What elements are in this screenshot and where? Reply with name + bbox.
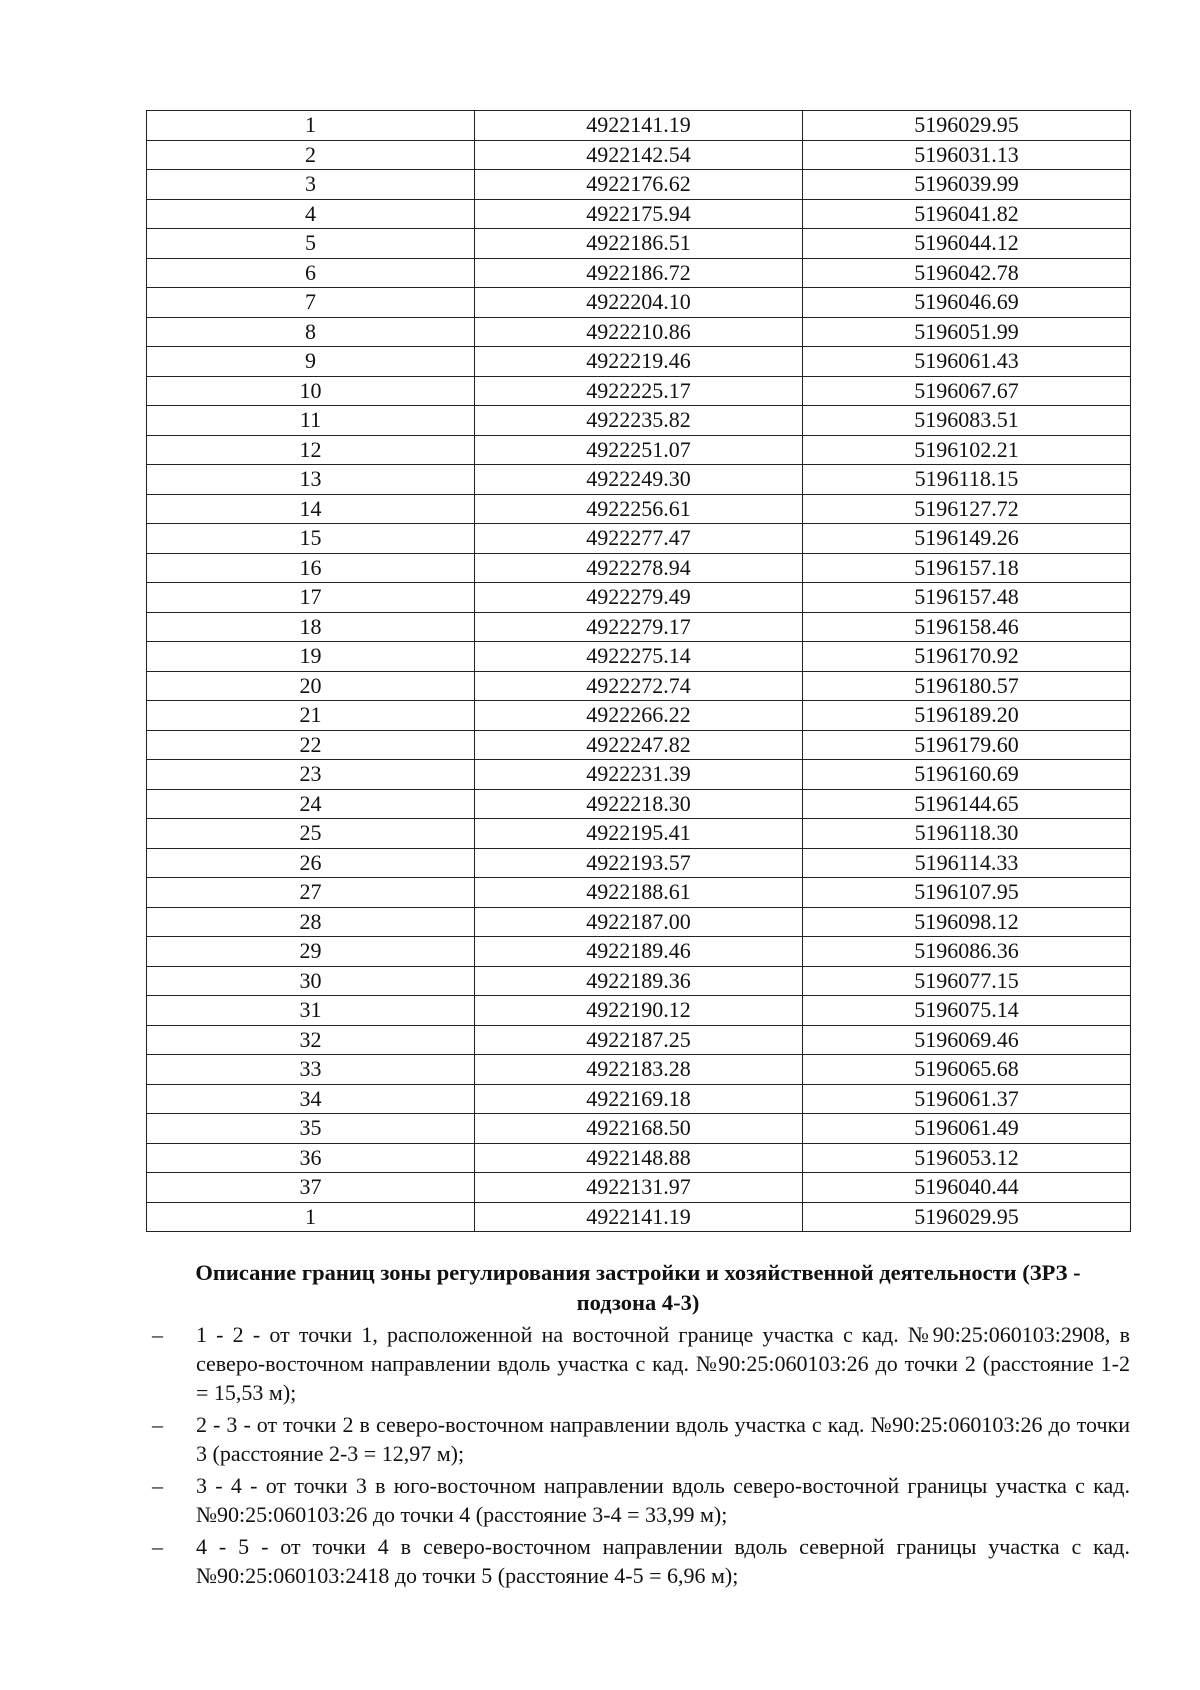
y-coordinate-cell: 5196065.68: [803, 1055, 1131, 1085]
table-row: [147, 1202, 1131, 1232]
y-coordinate-cell: 5196069.46: [803, 1025, 1131, 1055]
table-row: [147, 288, 1131, 318]
list-dash: –: [152, 1534, 163, 1559]
x-coordinate-cell: 4922251.07: [475, 435, 803, 465]
x-coordinate-cell: 4922131.97: [475, 1173, 803, 1203]
table-row: [147, 760, 1131, 790]
table-row: [147, 317, 1131, 347]
list-item-text: 2 - 3 - от точки 2 в северо-восточном направлении вдоль участка с кад. №90:25:060103:26 до точки 3 (расстояние 2-3 = 12,97 м);: [196, 1412, 1130, 1466]
table-row: [147, 848, 1131, 878]
x-coordinate-cell: 4922231.39: [475, 760, 803, 790]
y-coordinate-cell: 5196075.14: [803, 996, 1131, 1026]
point-number-cell: 18: [147, 612, 475, 642]
table-row: [147, 819, 1131, 849]
point-number-cell: 16: [147, 553, 475, 583]
x-coordinate-cell: 4922186.51: [475, 229, 803, 259]
y-coordinate-cell: 5196118.15: [803, 465, 1131, 495]
point-number-cell: 28: [147, 907, 475, 937]
x-coordinate-cell: 4922195.41: [475, 819, 803, 849]
table-row: [147, 406, 1131, 436]
x-coordinate-cell: 4922279.17: [475, 612, 803, 642]
y-coordinate-cell: 5196061.43: [803, 347, 1131, 377]
point-number-cell: 13: [147, 465, 475, 495]
point-number-cell: 5: [147, 229, 475, 259]
point-number-cell: 9: [147, 347, 475, 377]
table-row: [147, 642, 1131, 672]
point-number-cell: 37: [147, 1173, 475, 1203]
list-item-text: 4 - 5 - от точки 4 в северо-восточном направлении вдоль северной границы участка с кад. №90:25:060103:2418 до точки 5 (расстояние 4-5 = 6,96 м);: [196, 1534, 1130, 1588]
point-number-cell: 14: [147, 494, 475, 524]
table-row: [147, 1114, 1131, 1144]
y-coordinate-cell: 5196029.95: [803, 111, 1131, 141]
x-coordinate-cell: 4922148.88: [475, 1143, 803, 1173]
y-coordinate-cell: 5196118.30: [803, 819, 1131, 849]
point-number-cell: 36: [147, 1143, 475, 1173]
x-coordinate-cell: 4922210.86: [475, 317, 803, 347]
table-row: [147, 170, 1131, 200]
y-coordinate-cell: 5196041.82: [803, 199, 1131, 229]
coordinates-table: [146, 110, 1131, 1232]
x-coordinate-cell: 4922275.14: [475, 642, 803, 672]
table-row: [147, 583, 1131, 613]
list-item: [146, 1320, 1130, 1407]
y-coordinate-cell: 5196157.18: [803, 553, 1131, 583]
table-row: [147, 376, 1131, 406]
y-coordinate-cell: 5196160.69: [803, 760, 1131, 790]
table-row: [147, 140, 1131, 170]
y-coordinate-cell: 5196189.20: [803, 701, 1131, 731]
point-number-cell: 24: [147, 789, 475, 819]
table-row: [147, 612, 1131, 642]
y-coordinate-cell: 5196107.95: [803, 878, 1131, 908]
list-item-text: 3 - 4 - от точки 3 в юго-восточном направлении вдоль северо-восточной границы участка с кад. №90:25:060103:26 до точки 4 (расстояние 3-4 = 33,99 м);: [196, 1473, 1130, 1527]
point-number-cell: 7: [147, 288, 475, 318]
y-coordinate-cell: 5196083.51: [803, 406, 1131, 436]
table-row: [147, 1173, 1131, 1203]
table-row: [147, 671, 1131, 701]
y-coordinate-cell: 5196102.21: [803, 435, 1131, 465]
point-number-cell: 29: [147, 937, 475, 967]
x-coordinate-cell: 4922249.30: [475, 465, 803, 495]
section-heading-line-2: подзона 4-3): [576, 1290, 700, 1315]
y-coordinate-cell: 5196114.33: [803, 848, 1131, 878]
point-number-cell: 4: [147, 199, 475, 229]
list-item: [146, 1471, 1130, 1529]
x-coordinate-cell: 4922266.22: [475, 701, 803, 731]
x-coordinate-cell: 4922218.30: [475, 789, 803, 819]
point-number-cell: 3: [147, 170, 475, 200]
table-row: [147, 966, 1131, 996]
x-coordinate-cell: 4922187.25: [475, 1025, 803, 1055]
point-number-cell: 27: [147, 878, 475, 908]
list-item: [146, 1532, 1130, 1590]
point-number-cell: 1: [147, 1202, 475, 1232]
y-coordinate-cell: 5196149.26: [803, 524, 1131, 554]
x-coordinate-cell: 4922190.12: [475, 996, 803, 1026]
x-coordinate-cell: 4922141.19: [475, 1202, 803, 1232]
y-coordinate-cell: 5196044.12: [803, 229, 1131, 259]
x-coordinate-cell: 4922247.82: [475, 730, 803, 760]
table-row: [147, 435, 1131, 465]
y-coordinate-cell: 5196061.37: [803, 1084, 1131, 1114]
table-row: [147, 524, 1131, 554]
list-dash: –: [152, 1473, 163, 1498]
x-coordinate-cell: 4922279.49: [475, 583, 803, 613]
table-row: [147, 1143, 1131, 1173]
table-row: [147, 111, 1131, 141]
x-coordinate-cell: 4922189.46: [475, 937, 803, 967]
x-coordinate-cell: 4922277.47: [475, 524, 803, 554]
table-row: [147, 553, 1131, 583]
point-number-cell: 21: [147, 701, 475, 731]
point-number-cell: 22: [147, 730, 475, 760]
point-number-cell: 25: [147, 819, 475, 849]
x-coordinate-cell: 4922225.17: [475, 376, 803, 406]
point-number-cell: 6: [147, 258, 475, 288]
y-coordinate-cell: 5196051.99: [803, 317, 1131, 347]
table-row: [147, 937, 1131, 967]
table-row: [147, 878, 1131, 908]
point-number-cell: 30: [147, 966, 475, 996]
y-coordinate-cell: 5196046.69: [803, 288, 1131, 318]
point-number-cell: 23: [147, 760, 475, 790]
point-number-cell: 34: [147, 1084, 475, 1114]
point-number-cell: 15: [147, 524, 475, 554]
point-number-cell: 2: [147, 140, 475, 170]
table-row: [147, 494, 1131, 524]
y-coordinate-cell: 5196144.65: [803, 789, 1131, 819]
table-row: [147, 229, 1131, 259]
point-number-cell: 11: [147, 406, 475, 436]
x-coordinate-cell: 4922235.82: [475, 406, 803, 436]
y-coordinate-cell: 5196180.57: [803, 671, 1131, 701]
list-item-text: 1 - 2 - от точки 1, расположенной на восточной границе участка с кад. №90:25:060103:2908, в северо-восточном направлении вдоль участка с кад. №90:25:060103:26 до точки 2 (расстояние 1-2 = 15,53 м);: [196, 1322, 1130, 1405]
x-coordinate-cell: 4922142.54: [475, 140, 803, 170]
coordinates-table-body: [147, 111, 1131, 1232]
section-heading-line-1: Описание границ зоны регулирования застройки и хозяйственной деятельности (ЗРЗ -: [195, 1260, 1081, 1285]
point-number-cell: 8: [147, 317, 475, 347]
y-coordinate-cell: 5196053.12: [803, 1143, 1131, 1173]
x-coordinate-cell: 4922168.50: [475, 1114, 803, 1144]
section-heading: [146, 1258, 1130, 1318]
table-row: [147, 996, 1131, 1026]
table-row: [147, 1084, 1131, 1114]
x-coordinate-cell: 4922141.19: [475, 111, 803, 141]
list-item: [146, 1410, 1130, 1468]
table-row: [147, 258, 1131, 288]
y-coordinate-cell: 5196042.78: [803, 258, 1131, 288]
table-row: [147, 907, 1131, 937]
point-number-cell: 17: [147, 583, 475, 613]
y-coordinate-cell: 5196031.13: [803, 140, 1131, 170]
point-number-cell: 32: [147, 1025, 475, 1055]
y-coordinate-cell: 5196029.95: [803, 1202, 1131, 1232]
y-coordinate-cell: 5196061.49: [803, 1114, 1131, 1144]
point-number-cell: 20: [147, 671, 475, 701]
point-number-cell: 26: [147, 848, 475, 878]
x-coordinate-cell: 4922183.28: [475, 1055, 803, 1085]
list-dash: –: [152, 1412, 163, 1437]
x-coordinate-cell: 4922187.00: [475, 907, 803, 937]
point-number-cell: 12: [147, 435, 475, 465]
y-coordinate-cell: 5196158.46: [803, 612, 1131, 642]
point-number-cell: 35: [147, 1114, 475, 1144]
x-coordinate-cell: 4922176.62: [475, 170, 803, 200]
x-coordinate-cell: 4922189.36: [475, 966, 803, 996]
point-number-cell: 19: [147, 642, 475, 672]
x-coordinate-cell: 4922219.46: [475, 347, 803, 377]
x-coordinate-cell: 4922169.18: [475, 1084, 803, 1114]
table-row: [147, 701, 1131, 731]
x-coordinate-cell: 4922188.61: [475, 878, 803, 908]
y-coordinate-cell: 5196179.60: [803, 730, 1131, 760]
y-coordinate-cell: 5196127.72: [803, 494, 1131, 524]
table-row: [147, 1025, 1131, 1055]
x-coordinate-cell: 4922193.57: [475, 848, 803, 878]
x-coordinate-cell: 4922278.94: [475, 553, 803, 583]
x-coordinate-cell: 4922256.61: [475, 494, 803, 524]
y-coordinate-cell: 5196077.15: [803, 966, 1131, 996]
y-coordinate-cell: 5196170.92: [803, 642, 1131, 672]
table-row: [147, 199, 1131, 229]
x-coordinate-cell: 4922204.10: [475, 288, 803, 318]
table-row: [147, 730, 1131, 760]
point-number-cell: 31: [147, 996, 475, 1026]
y-coordinate-cell: 5196098.12: [803, 907, 1131, 937]
y-coordinate-cell: 5196067.67: [803, 376, 1131, 406]
x-coordinate-cell: 4922186.72: [475, 258, 803, 288]
list-dash: –: [152, 1322, 163, 1347]
y-coordinate-cell: 5196086.36: [803, 937, 1131, 967]
point-number-cell: 33: [147, 1055, 475, 1085]
boundary-description-list: [146, 1320, 1130, 1593]
x-coordinate-cell: 4922175.94: [475, 199, 803, 229]
table-row: [147, 1055, 1131, 1085]
x-coordinate-cell: 4922272.74: [475, 671, 803, 701]
table-row: [147, 465, 1131, 495]
table-row: [147, 347, 1131, 377]
y-coordinate-cell: 5196040.44: [803, 1173, 1131, 1203]
point-number-cell: 1: [147, 111, 475, 141]
point-number-cell: 10: [147, 376, 475, 406]
y-coordinate-cell: 5196157.48: [803, 583, 1131, 613]
table-row: [147, 789, 1131, 819]
y-coordinate-cell: 5196039.99: [803, 170, 1131, 200]
